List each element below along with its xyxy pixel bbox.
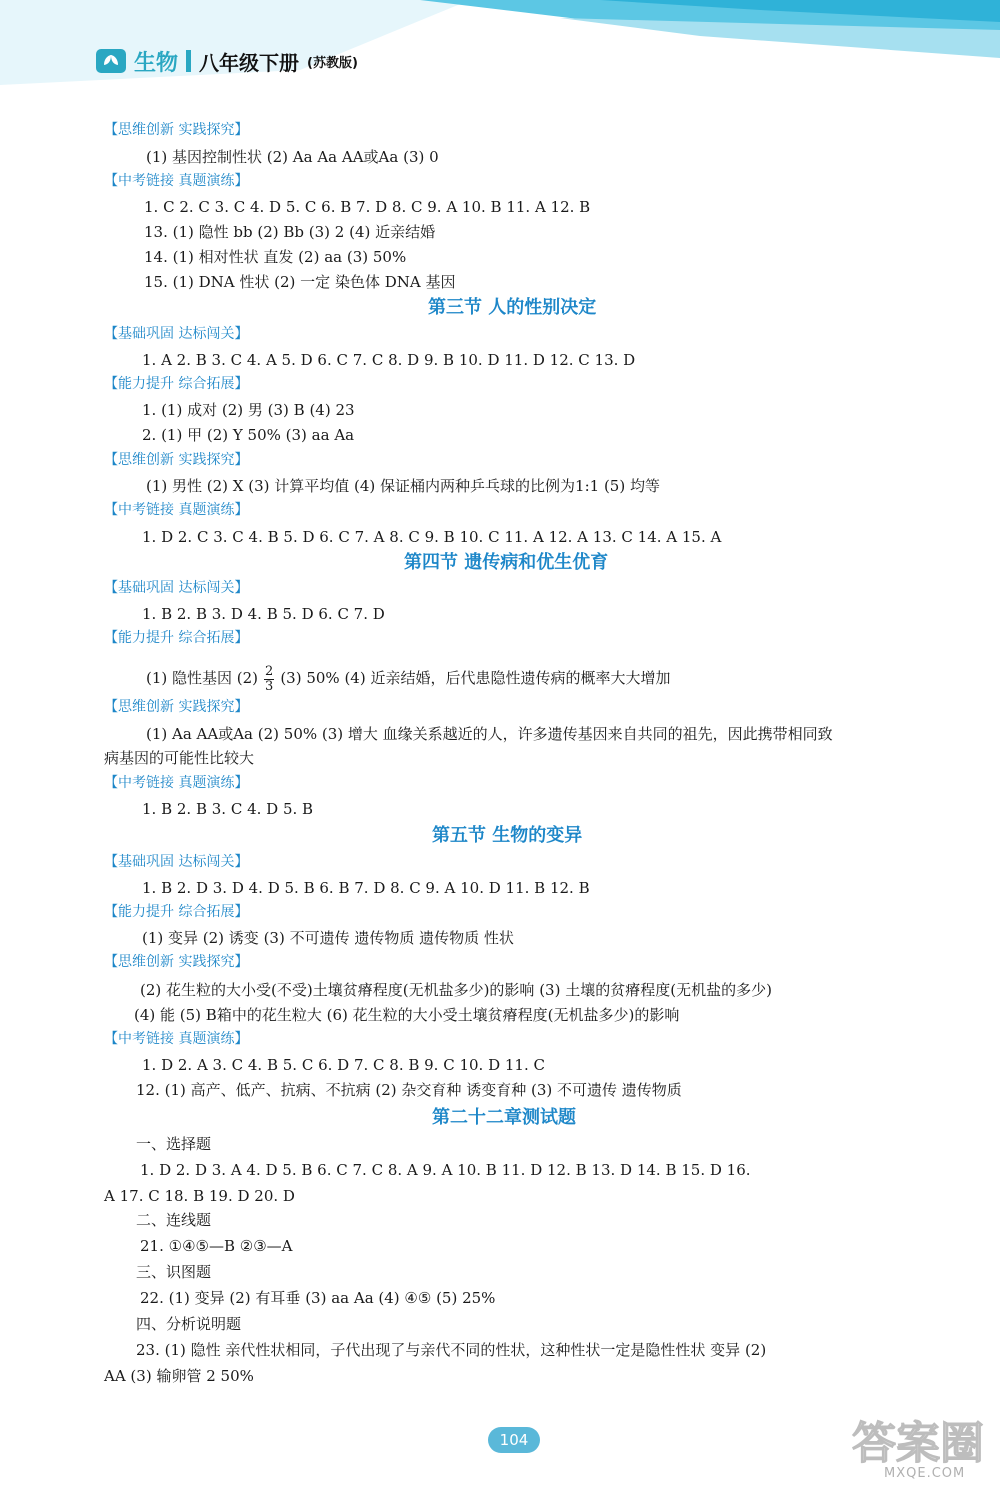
answer-line [142,604,385,624]
section-tag [104,374,248,394]
answer-line [142,400,355,420]
line-text: 1. D 2. D 3. A 4. D 5. B 6. C 7. C 8. A 9. A 10. B 11. D 12. B 13. D 14. B 15. D 16. [140,1161,751,1179]
section-tag [104,628,248,648]
section-heading [428,298,596,318]
section-heading [432,1108,576,1128]
line-text: 【思维创新 实践探究】 [104,699,249,715]
section-heading [404,553,608,573]
line-text: 1. B 2. D 3. D 4. D 5. B 6. B 7. D 8. C 9. A 10. D 11. B 12. B [142,879,590,897]
line-text: 【思维创新 实践探究】 [104,122,249,138]
line-text: (2) 花生粒的大小受(不受)土壤贫瘠程度(无机盐多少)的影响 (3) 土壤的贫瘠程度(无机盐的多少) [140,981,772,999]
section-tag [104,852,248,872]
line-text: 【思维创新 实践探究】 [104,954,249,970]
answer-line [142,928,514,948]
line-text: 第四节 遗传病和优生优育 [404,552,609,573]
line-text: 【中考链接 真题演练】 [104,173,249,189]
line-text: 1. A 2. B 3. C 4. A 5. D 6. C 7. C 8. D 9. B 10. D 11. D 12. C 13. D [142,351,636,369]
line-text: 【基础巩固 达标闯关】 [104,326,249,342]
answer-line [136,1314,241,1334]
section-tag [104,171,248,191]
answer-line [104,748,254,768]
answer-line [142,799,313,819]
line-text: A 17. C 18. B 19. D 20. D [104,1187,295,1205]
answer-line [142,878,590,898]
answer-line [104,1186,295,1206]
leaf-logo-icon [96,49,126,73]
watermark-url: MXQE.COM [884,1466,966,1481]
section-tag [104,578,248,598]
line-text: 1. B 2. B 3. D 4. B 5. D 6. C 7. D [142,605,385,623]
answer-line [144,197,590,217]
line-text: 【思维创新 实践探究】 [104,452,249,468]
answer-line [136,1262,211,1282]
line-text: 【能力提升 综合拓展】 [104,904,249,920]
answer-line [136,1340,766,1360]
line-text: AA (3) 输卵管 2 50% [104,1367,254,1385]
line-text: 13. (1) 隐性 bb (2) Bb (3) 2 (4) 近亲结婚 [144,223,436,241]
line-text: 一、选择题 [136,1135,212,1153]
answer-line [142,527,721,547]
fraction [264,665,274,694]
line-text: 14. (1) 相对性状 直发 (2) aa (3) 50% [144,248,407,266]
answer-line [146,660,670,696]
answer-line [136,1210,211,1230]
title-divider [186,50,191,72]
answer-line [142,350,635,370]
answer-line [140,1288,495,1308]
section-tag [104,1029,248,1049]
line-text: 【中考链接 真题演练】 [104,1031,249,1047]
answer-line [134,1005,679,1025]
line-text: (1) 隐性基因 (2) [146,669,259,687]
line-text: 第三节 人的性别决定 [428,297,597,318]
line-text: 【基础巩固 达标闯关】 [104,580,249,596]
watermark-text: 答案圈 [852,1418,984,1469]
section-tag [104,120,248,140]
line-text: 23. (1) 隐性 亲代性状相同，子代出现了与亲代不同的性状，这种性状一定是隐性性状 变异 (2) [136,1341,767,1359]
line-text: 【中考链接 真题演练】 [104,502,249,518]
section-tag [104,697,248,717]
answer-line [146,476,660,496]
line-text: 1. B 2. B 3. C 4. D 5. B [142,800,314,818]
answer-line [136,1080,682,1100]
line-text: 【中考链接 真题演练】 [104,775,249,791]
section-tag [104,902,248,922]
line-text: 【基础巩固 达标闯关】 [104,854,249,870]
line-text: (1) Aa AA或Aa (2) 50% (3) 增大 血缘关系越近的人，许多遗传基因来自共同的祖先，因此携带相同致 [146,725,833,743]
line-text: 21. ①④⑤—B ②③—A [140,1237,293,1255]
answer-line [144,222,435,242]
fraction-numerator: 2 [265,663,274,679]
answer-line [140,1236,292,1256]
answer-line [104,1366,254,1386]
fraction-denominator: 3 [265,678,274,694]
line-text: 15. (1) DNA 性状 (2) 一定 染色体 DNA 基因 [144,273,456,291]
line-text: 【能力提升 综合拓展】 [104,376,249,392]
line-text: 病基因的可能性比较大 [104,749,255,767]
line-text: 1. D 2. A 3. C 4. B 5. C 6. D 7. C 8. B 9. C 10. D 11. C [142,1056,545,1074]
line-text-after: (3) 50% (4) 近亲结婚，后代患隐性遗传病的概率大大增加 [280,669,671,687]
header-title [96,44,358,78]
line-text: 第二十二章测试题 [432,1107,576,1128]
line-text: 2. (1) 甲 (2) Y 50% (3) aa Aa [142,426,355,444]
line-text: 第五节 生物的变异 [432,825,583,846]
line-text: 【能力提升 综合拓展】 [104,630,249,646]
section-tag [104,952,248,972]
line-text: (1) 男性 (2) X (3) 计算平均值 (4) 保证桶内两种乒乓球的比例为1:1 (5) 均等 [146,477,660,495]
section-tag [104,500,248,520]
section-heading [432,826,582,846]
line-text: 1. C 2. C 3. C 4. D 5. C 6. B 7. D 8. C 9. A 10. B 11. A 12. B [144,198,591,216]
answer-line [140,1160,751,1180]
edition-label: (苏教版) [307,55,358,71]
answer-line [146,724,833,744]
line-text: 1. D 2. C 3. C 4. B 5. D 6. C 7. A 8. C 9. B 10. C 11. A 12. A 13. C 14. A 15. A [142,528,722,546]
line-text: (1) 基因控制性状 (2) Aa Aa AA或Aa (3) 0 [146,148,439,166]
line-text: 1. (1) 成对 (2) 男 (3) B (4) 23 [142,401,355,419]
answer-line [136,1134,211,1154]
section-tag [104,773,248,793]
section-tag [104,450,248,470]
subject-title: 生物 [134,50,179,76]
answer-line [142,1055,545,1075]
grade-title: 八年级下册 [199,50,300,75]
answer-line [144,272,455,292]
answer-line [146,147,439,167]
answer-line [140,980,772,1000]
section-tag [104,324,248,344]
line-text: (4) 能 (5) B箱中的花生粒大 (6) 花生粒的大小受土壤贫瘠程度(无机盐多少)的影响 [134,1006,680,1024]
line-text: (1) 变异 (2) 诱变 (3) 不可遗传 遗传物质 遗传物质 性状 [142,929,514,947]
answer-line [144,247,406,267]
line-text: 四、分析说明题 [136,1315,242,1333]
line-text: 12. (1) 高产、低产、抗病、不抗病 (2) 杂交育种 诱变育种 (3) 不可遗传 遗传物质 [136,1081,682,1099]
page-number: 104 [488,1427,540,1453]
answer-line [142,425,354,445]
line-text: 22. (1) 变异 (2) 有耳垂 (3) aa Aa (4) ④⑤ (5) 25% [140,1289,496,1307]
line-text: 三、识图题 [136,1263,212,1281]
line-text: 二、连线题 [136,1211,212,1229]
